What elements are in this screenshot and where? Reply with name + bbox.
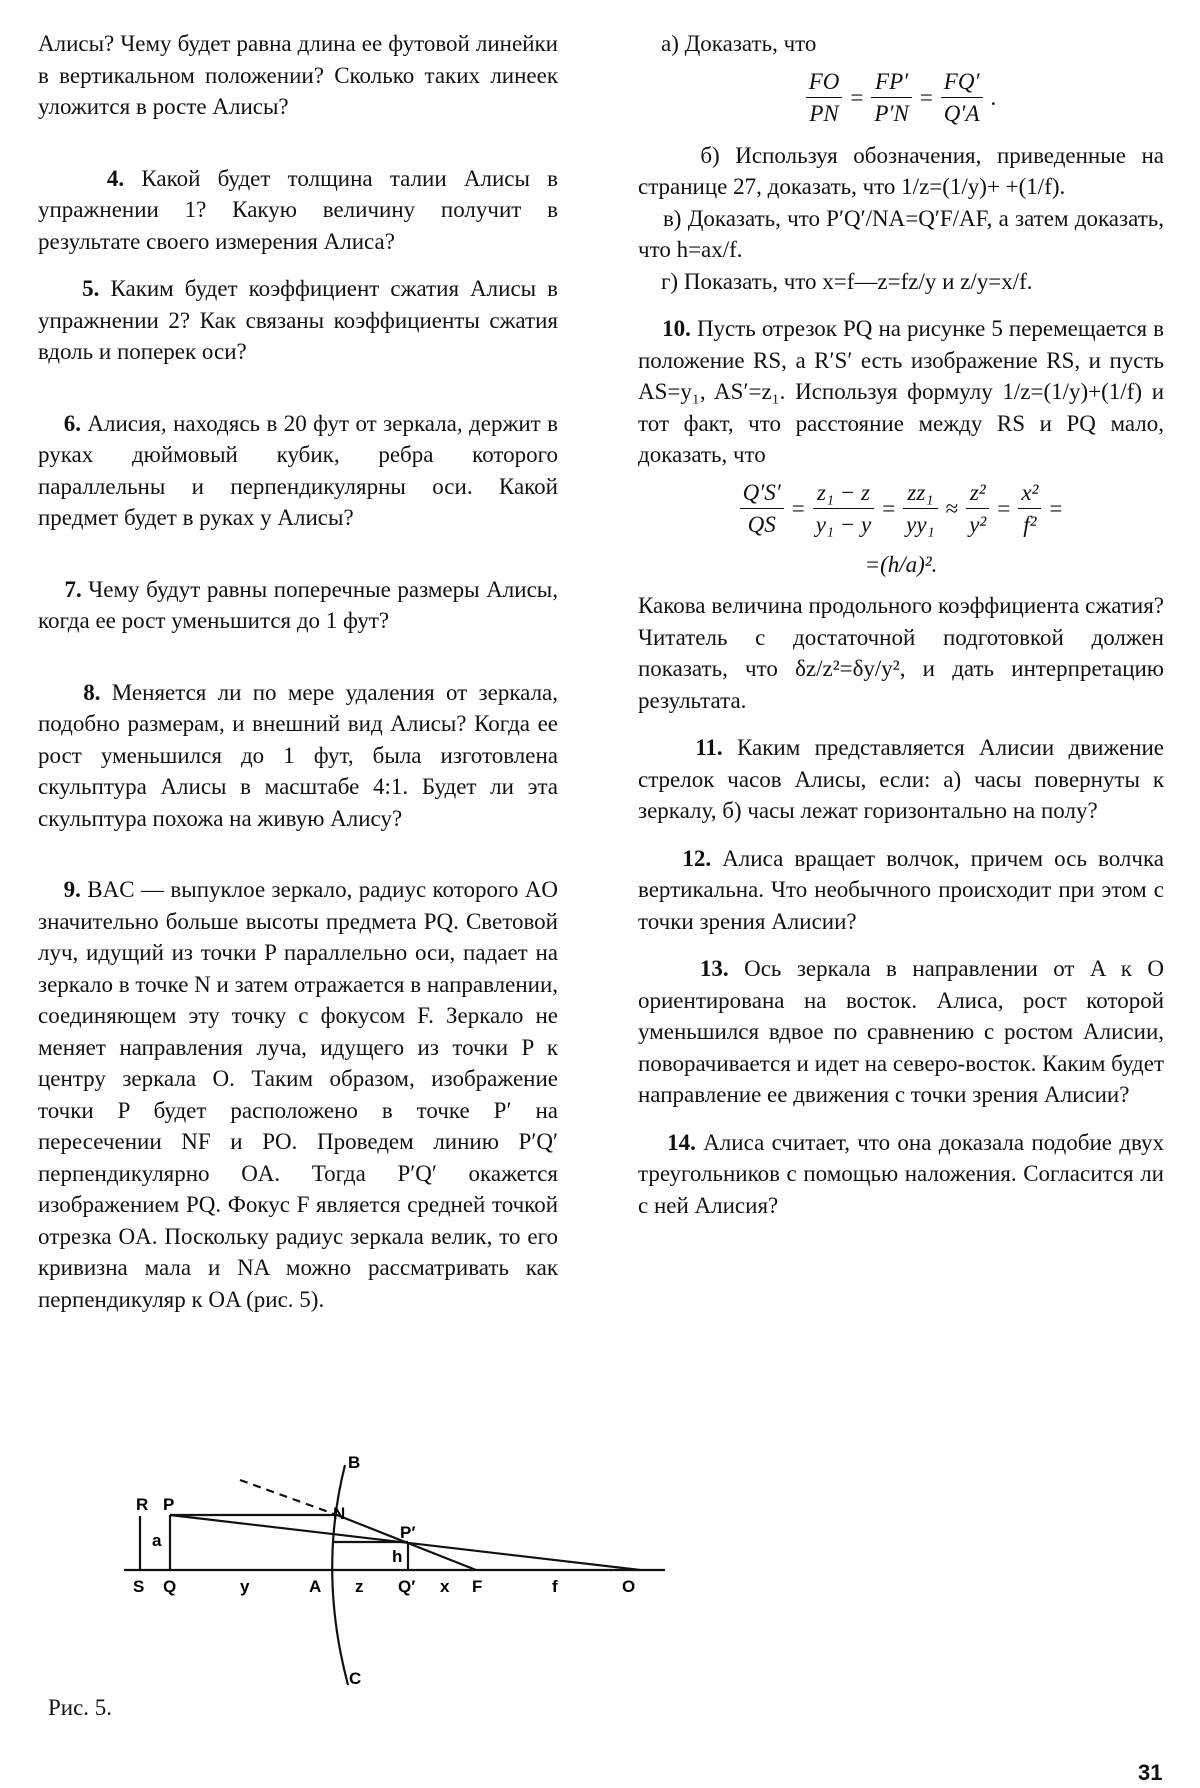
numerator: z₁ − z	[813, 477, 874, 510]
exercise-text: BAC — выпуклое зеркало, радиус которого AO значительно больше высоты предмета PQ. Световой луч, идущий из точки P параллельно оси, падает на зеркало в точке N и затем отражается в направлении, соединяющем эту точку с фокусом F. Зеркало не меняет направления луча, идущего из точки P к центру зеркала O. Таким образом, изображение точки P будет расположено в точке P′ на пересечении NF и PO. Проведем линию P′Q′ перпендикулярно OA. Тогда P′Q′ окажется изображением PQ. Фокус F является средней точкой отрезка OA. Поскольку радиус зеркала велик, то его кривизна мала и NA можно рассматривать как перпендикуляр к OA (рис. 5).	[38, 877, 559, 1312]
exercise-number: 14.	[667, 1129, 696, 1155]
exercise-text: Пусть отрезок PQ на рисунке 5 перемещается в положение RS, а R′S′ есть изображение RS, и пусть AS=y₁, AS′=z₁. Используя формулу 1/z=(1/y)+(1/f) и тот факт, что расстояние между RS и PQ мало, доказать, что	[638, 316, 1165, 467]
denominator: QS	[747, 512, 776, 537]
label-S: S	[133, 1577, 145, 1596]
numerator: FQ′	[941, 66, 983, 99]
item-text: б) Используя обозначения, приведенные на странице 27, доказать, что 1/z=(1/y)+ +(1/f).	[638, 142, 1165, 199]
label-B: B	[348, 1453, 361, 1472]
exercise-text: Каким будет коэффициент сжатия Алисы в упражнении 2? Как связаны коэффициенты сжатия вдоль и поперек оси?	[38, 276, 559, 364]
item-text: а) Доказать, что	[661, 31, 817, 56]
label-h: h	[392, 1547, 403, 1566]
denominator: PN	[809, 101, 839, 126]
exercise-number: 6.	[63, 410, 81, 436]
label-Q-prime: Q′	[398, 1577, 416, 1596]
equals-sign: =	[919, 84, 933, 110]
label-z: z	[355, 1577, 364, 1596]
label-N: N	[333, 1504, 346, 1523]
label-A: A	[309, 1577, 322, 1596]
numerator: Q′S′	[740, 477, 784, 510]
equals-sign: =	[791, 495, 805, 521]
equals-sign: =	[1049, 495, 1063, 521]
exercise-text: Меняется ли по мере удаления от зеркала, подобно размерам, и внешний вид Алисы? Когда ее рост уменьшился до 1 фут, была изготовлена скульптура Алисы в масштабе 4:1. Будет ли эта скульптура похожа на живую Алису?	[38, 679, 559, 831]
period: .	[990, 84, 997, 110]
denominator: f²	[1023, 512, 1037, 537]
exercise-number: 11.	[695, 735, 723, 760]
label-y: y	[240, 1577, 250, 1596]
numerator: x²	[1018, 477, 1041, 510]
label-Q: Q	[163, 1577, 177, 1596]
numerator: zz₁	[903, 477, 937, 510]
exercise-number: 5.	[82, 276, 100, 301]
denominator: Q′A	[943, 101, 980, 126]
denominator: y²	[969, 512, 987, 537]
paragraph-continued: Алисы? Чему будет равна длина ее футовой линейки в вертикальном положении? Сколько таких линеек уложится в росте Алисы?	[38, 31, 558, 119]
label-O: O	[622, 1577, 636, 1596]
exercise-text: Алиса вращает волчок, причем ось волчка вертикальна. Что необычного происходит при этом с точки зрения Алисии?	[638, 845, 1165, 934]
page-number: 31	[1138, 1760, 1163, 1785]
label-R: R	[136, 1495, 149, 1514]
denominator: y₁ − y	[815, 512, 872, 537]
exercise-text: Алиса считает, что она доказала подобие двух треугольников с помощью наложения. Согласится ли с ней Алисия?	[638, 1129, 1165, 1218]
exercise-text: Чему будут равны поперечные размеры Алисы, когда ее рост уменьшится до 1 фут?	[38, 576, 558, 633]
numerator: FO	[806, 66, 843, 99]
exercise-number: 9.	[63, 877, 81, 902]
exercise-text: Каким представляется Алисии движение стрелок часов Алисы, если: а) часы повернуты к зеркалу, б) часы лежат горизонтально на полу?	[638, 735, 1165, 823]
numerator: FP′	[871, 66, 911, 99]
exercise-number: 12.	[682, 845, 712, 871]
label-x: x	[440, 1577, 450, 1596]
mirror-curve	[332, 1465, 348, 1685]
exercise-number: 7.	[64, 576, 82, 602]
label-P-prime: P′	[400, 1523, 416, 1542]
exercise-text: Алисия, находясь в 20 фут от зеркала, держит в руках дюймовый кубик, ребра которого параллельны и перпендикулярны оси. Какой предмет будет в руках у Алисы?	[38, 410, 559, 530]
equals-sign: =	[997, 495, 1011, 521]
dashed-ray	[240, 1480, 337, 1515]
exercise-text: Ось зеркала в направлении от A к O ориентирована на восток. Алиса, рост которой уменьшился вдвое по сравнению с ростом Алисии, поворачивается и идет на северо-восток. Каким будет направление ее движения с точки зрения Алисии?	[638, 956, 1164, 1107]
exercise-10-continued: Какова величина продольного коэффициента сжатия? Читатель с достаточной подготовкой должен показать, что δz/z²=δy/y², и дать интерпретацию результата.	[638, 593, 1164, 713]
approx-sign: ≈	[945, 495, 959, 521]
label-f: f	[552, 1577, 558, 1596]
denominator: P′N	[874, 101, 909, 126]
figure-caption: Рис. 5.	[48, 1695, 113, 1720]
item-text: в) Доказать, что P′Q′/NA=Q′F/AF, а затем доказать, что h=ax/f.	[638, 205, 1164, 262]
equals-sign: =	[850, 84, 864, 110]
exercise-number: 4.	[106, 165, 125, 191]
label-P: P	[163, 1495, 175, 1514]
label-F: F	[472, 1577, 483, 1596]
exercise-number: 10.	[662, 316, 691, 341]
exercise-text: Какой будет толщина талии Алисы в упражнении 1? Какую величину получит в результате своего измерения Алиса?	[38, 165, 559, 254]
equation-2-line-2: =(h/a)².	[864, 551, 938, 577]
item-text: г) Показать, что x=f—z=fz/y и z/y=x/f.	[661, 268, 1033, 294]
label-a: a	[152, 1531, 162, 1550]
equals-sign: =	[882, 495, 896, 521]
label-C: C	[349, 1669, 362, 1688]
numerator: z²	[966, 477, 989, 510]
exercise-number: 13.	[699, 956, 729, 981]
exercise-number: 8.	[83, 679, 101, 705]
denominator: yy₁	[906, 512, 935, 537]
